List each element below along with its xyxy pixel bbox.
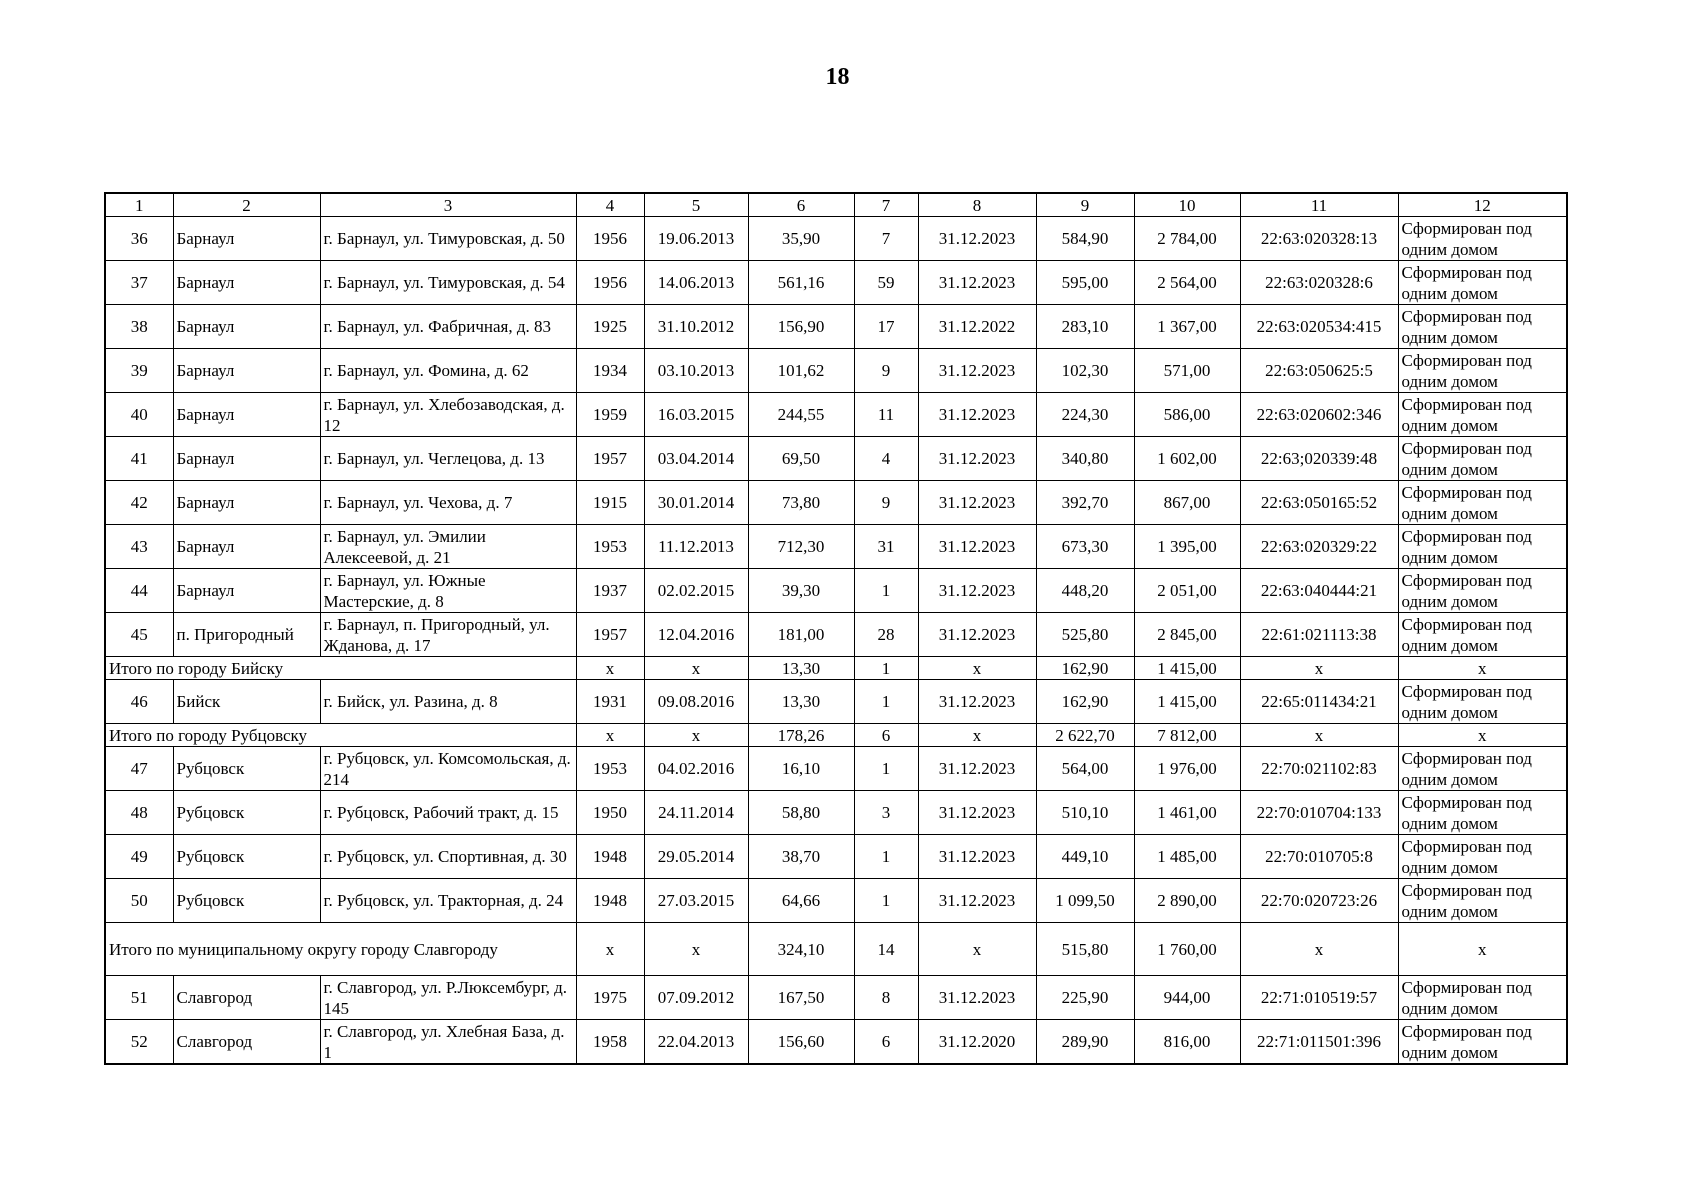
date-cell: 03.10.2013 bbox=[644, 349, 748, 393]
deadline-cell: 31.12.2023 bbox=[918, 791, 1036, 835]
year-cell: 1953 bbox=[576, 525, 644, 569]
area-cell: 13,30 bbox=[748, 657, 854, 680]
value-10-cell: 2 845,00 bbox=[1134, 613, 1240, 657]
column-header: 3 bbox=[320, 193, 576, 217]
column-header: 5 bbox=[644, 193, 748, 217]
value-9-cell: 584,90 bbox=[1036, 217, 1134, 261]
deadline-cell: 31.12.2023 bbox=[918, 261, 1036, 305]
note-cell: Сформирован под одним домом bbox=[1398, 217, 1567, 261]
cadastral-number-cell: 22:63:050625:5 bbox=[1240, 349, 1398, 393]
table-row bbox=[105, 481, 1567, 525]
cadastral-number-cell: 22:63:020328:6 bbox=[1240, 261, 1398, 305]
table-row bbox=[105, 569, 1567, 613]
deadline-cell: 31.12.2023 bbox=[918, 217, 1036, 261]
value-9-cell: 102,30 bbox=[1036, 349, 1134, 393]
residents-cell: 4 bbox=[854, 437, 918, 481]
cadastral-number-cell: 22:63:040444:21 bbox=[1240, 569, 1398, 613]
cadastral-number-cell: 22:71:010519:57 bbox=[1240, 976, 1398, 1020]
value-9-cell: 289,90 bbox=[1036, 1020, 1134, 1065]
value-9-cell: 595,00 bbox=[1036, 261, 1134, 305]
value-10-cell: 1 976,00 bbox=[1134, 747, 1240, 791]
note-cell: х bbox=[1398, 923, 1567, 976]
value-9-cell: 283,10 bbox=[1036, 305, 1134, 349]
cadastral-number-cell: 22:63:020328:13 bbox=[1240, 217, 1398, 261]
address-cell: г. Барнаул, ул. Тимуровская, д. 50 bbox=[320, 217, 576, 261]
deadline-cell: 31.12.2022 bbox=[918, 305, 1036, 349]
deadline-cell: 31.12.2023 bbox=[918, 835, 1036, 879]
date-cell: 31.10.2012 bbox=[644, 305, 748, 349]
year-cell: 1948 bbox=[576, 879, 644, 923]
date-cell: 29.05.2014 bbox=[644, 835, 748, 879]
registry-table bbox=[104, 192, 1568, 1065]
address-cell: г. Барнаул, ул. Эмилии Алексеевой, д. 21 bbox=[320, 525, 576, 569]
deadline-cell: 31.12.2023 bbox=[918, 525, 1036, 569]
area-cell: 35,90 bbox=[748, 217, 854, 261]
table-row bbox=[105, 393, 1567, 437]
table-row bbox=[105, 261, 1567, 305]
settlement-cell: Барнаул bbox=[173, 305, 320, 349]
year-cell: 1937 bbox=[576, 569, 644, 613]
value-9-cell: 1 099,50 bbox=[1036, 879, 1134, 923]
address-cell: г. Рубцовск, Рабочий тракт, д. 15 bbox=[320, 791, 576, 835]
cadastral-number-cell: 22:63:020602:346 bbox=[1240, 393, 1398, 437]
value-10-cell: 1 485,00 bbox=[1134, 835, 1240, 879]
row-number: 43 bbox=[105, 525, 173, 569]
address-cell: г. Барнаул, ул. Хлебозаводская, д. 12 bbox=[320, 393, 576, 437]
value-10-cell: 1 415,00 bbox=[1134, 657, 1240, 680]
settlement-cell: Рубцовск bbox=[173, 791, 320, 835]
row-number: 51 bbox=[105, 976, 173, 1020]
cadastral-number-cell: 22:70:020723:26 bbox=[1240, 879, 1398, 923]
table-row bbox=[105, 1020, 1567, 1065]
area-cell: 58,80 bbox=[748, 791, 854, 835]
area-cell: 101,62 bbox=[748, 349, 854, 393]
note-cell: Сформирован под одним домом bbox=[1398, 569, 1567, 613]
residents-cell: 59 bbox=[854, 261, 918, 305]
subtotal-row bbox=[105, 724, 1567, 747]
value-10-cell: 1 395,00 bbox=[1134, 525, 1240, 569]
value-10-cell: 867,00 bbox=[1134, 481, 1240, 525]
year-cell: 1957 bbox=[576, 437, 644, 481]
area-cell: 156,90 bbox=[748, 305, 854, 349]
row-number: 44 bbox=[105, 569, 173, 613]
residents-cell: 17 bbox=[854, 305, 918, 349]
date-cell: х bbox=[644, 657, 748, 680]
note-cell: Сформирован под одним домом bbox=[1398, 437, 1567, 481]
table-row bbox=[105, 879, 1567, 923]
value-9-cell: 525,80 bbox=[1036, 613, 1134, 657]
note-cell: х bbox=[1398, 657, 1567, 680]
value-9-cell: 673,30 bbox=[1036, 525, 1134, 569]
note-cell: Сформирован под одним домом bbox=[1398, 835, 1567, 879]
note-cell: Сформирован под одним домом bbox=[1398, 747, 1567, 791]
year-cell: 1956 bbox=[576, 261, 644, 305]
deadline-cell: 31.12.2023 bbox=[918, 349, 1036, 393]
year-cell: х bbox=[576, 923, 644, 976]
address-cell: г. Славгород, ул. Р.Люксембург, д. 145 bbox=[320, 976, 576, 1020]
year-cell: 1950 bbox=[576, 791, 644, 835]
table-row bbox=[105, 680, 1567, 724]
table-row bbox=[105, 835, 1567, 879]
settlement-cell: Рубцовск bbox=[173, 835, 320, 879]
row-number: 38 bbox=[105, 305, 173, 349]
date-cell: 11.12.2013 bbox=[644, 525, 748, 569]
table-row bbox=[105, 791, 1567, 835]
row-number: 48 bbox=[105, 791, 173, 835]
settlement-cell: Барнаул bbox=[173, 261, 320, 305]
note-cell: Сформирован под одним домом bbox=[1398, 613, 1567, 657]
row-number: 45 bbox=[105, 613, 173, 657]
year-cell: 1956 bbox=[576, 217, 644, 261]
value-10-cell: 1 760,00 bbox=[1134, 923, 1240, 976]
cadastral-number-cell: 22:70:010705:8 bbox=[1240, 835, 1398, 879]
column-header: 8 bbox=[918, 193, 1036, 217]
row-number: 36 bbox=[105, 217, 173, 261]
residents-cell: 9 bbox=[854, 481, 918, 525]
date-cell: 03.04.2014 bbox=[644, 437, 748, 481]
year-cell: 1958 bbox=[576, 1020, 644, 1065]
address-cell: г. Славгород, ул. Хлебная База, д. 1 bbox=[320, 1020, 576, 1065]
deadline-cell: 31.12.2023 bbox=[918, 879, 1036, 923]
area-cell: 156,60 bbox=[748, 1020, 854, 1065]
deadline-cell: 31.12.2023 bbox=[918, 569, 1036, 613]
note-cell: Сформирован под одним домом bbox=[1398, 261, 1567, 305]
area-cell: 38,70 bbox=[748, 835, 854, 879]
settlement-cell: Барнаул bbox=[173, 217, 320, 261]
residents-cell: 9 bbox=[854, 349, 918, 393]
residents-cell: 14 bbox=[854, 923, 918, 976]
address-cell: г. Рубцовск, ул. Тракторная, д. 24 bbox=[320, 879, 576, 923]
value-10-cell: 1 461,00 bbox=[1134, 791, 1240, 835]
note-cell: Сформирован под одним домом bbox=[1398, 393, 1567, 437]
value-10-cell: 2 890,00 bbox=[1134, 879, 1240, 923]
note-cell: Сформирован под одним домом bbox=[1398, 305, 1567, 349]
deadline-cell: 31.12.2020 bbox=[918, 1020, 1036, 1065]
residents-cell: 31 bbox=[854, 525, 918, 569]
row-number: 41 bbox=[105, 437, 173, 481]
note-cell: х bbox=[1398, 724, 1567, 747]
date-cell: 16.03.2015 bbox=[644, 393, 748, 437]
area-cell: 13,30 bbox=[748, 680, 854, 724]
settlement-cell: Барнаул bbox=[173, 481, 320, 525]
deadline-cell: 31.12.2023 bbox=[918, 680, 1036, 724]
deadline-cell: х bbox=[918, 724, 1036, 747]
column-header: 7 bbox=[854, 193, 918, 217]
area-cell: 69,50 bbox=[748, 437, 854, 481]
address-cell: г. Барнаул, ул. Фомина, д. 62 bbox=[320, 349, 576, 393]
table-row bbox=[105, 747, 1567, 791]
deadline-cell: 31.12.2023 bbox=[918, 393, 1036, 437]
subtotal-row bbox=[105, 923, 1567, 976]
date-cell: 12.04.2016 bbox=[644, 613, 748, 657]
deadline-cell: х bbox=[918, 923, 1036, 976]
column-header: 2 bbox=[173, 193, 320, 217]
note-cell: Сформирован под одним домом bbox=[1398, 791, 1567, 835]
value-10-cell: 571,00 bbox=[1134, 349, 1240, 393]
table-row bbox=[105, 437, 1567, 481]
deadline-cell: 31.12.2023 bbox=[918, 613, 1036, 657]
residents-cell: 1 bbox=[854, 747, 918, 791]
table-row bbox=[105, 349, 1567, 393]
note-cell: Сформирован под одним домом bbox=[1398, 481, 1567, 525]
column-header: 10 bbox=[1134, 193, 1240, 217]
cadastral-number-cell: 22:63:020534:415 bbox=[1240, 305, 1398, 349]
settlement-cell: Рубцовск bbox=[173, 747, 320, 791]
residents-cell: 7 bbox=[854, 217, 918, 261]
date-cell: 30.01.2014 bbox=[644, 481, 748, 525]
deadline-cell: х bbox=[918, 657, 1036, 680]
settlement-cell: Славгород bbox=[173, 1020, 320, 1065]
date-cell: 27.03.2015 bbox=[644, 879, 748, 923]
value-10-cell: 2 564,00 bbox=[1134, 261, 1240, 305]
row-number: 49 bbox=[105, 835, 173, 879]
year-cell: 1934 bbox=[576, 349, 644, 393]
date-cell: х bbox=[644, 724, 748, 747]
address-cell: г. Рубцовск, ул. Комсомольская, д. 214 bbox=[320, 747, 576, 791]
date-cell: 07.09.2012 bbox=[644, 976, 748, 1020]
column-header: 11 bbox=[1240, 193, 1398, 217]
value-9-cell: 510,10 bbox=[1036, 791, 1134, 835]
address-cell: г. Барнаул, ул. Южные Мастерские, д. 8 bbox=[320, 569, 576, 613]
row-number: 47 bbox=[105, 747, 173, 791]
cadastral-number-cell: х bbox=[1240, 657, 1398, 680]
column-header: 6 bbox=[748, 193, 854, 217]
residents-cell: 28 bbox=[854, 613, 918, 657]
year-cell: 1948 bbox=[576, 835, 644, 879]
deadline-cell: 31.12.2023 bbox=[918, 747, 1036, 791]
settlement-cell: п. Пригородный bbox=[173, 613, 320, 657]
cadastral-number-cell: х bbox=[1240, 923, 1398, 976]
address-cell: г. Бийск, ул. Разина, д. 8 bbox=[320, 680, 576, 724]
settlement-cell: Рубцовск bbox=[173, 879, 320, 923]
date-cell: 22.04.2013 bbox=[644, 1020, 748, 1065]
address-cell: г. Барнаул, ул. Фабричная, д. 83 bbox=[320, 305, 576, 349]
column-header-row bbox=[105, 193, 1567, 217]
cadastral-number-cell: 22:65:011434:21 bbox=[1240, 680, 1398, 724]
residents-cell: 6 bbox=[854, 1020, 918, 1065]
note-cell: Сформирован под одним домом bbox=[1398, 525, 1567, 569]
cadastral-number-cell: 22:63:020329:22 bbox=[1240, 525, 1398, 569]
residents-cell: 6 bbox=[854, 724, 918, 747]
residents-cell: 1 bbox=[854, 835, 918, 879]
row-number: 42 bbox=[105, 481, 173, 525]
table-row bbox=[105, 525, 1567, 569]
settlement-cell: Барнаул bbox=[173, 569, 320, 613]
year-cell: 1953 bbox=[576, 747, 644, 791]
area-cell: 561,16 bbox=[748, 261, 854, 305]
date-cell: 09.08.2016 bbox=[644, 680, 748, 724]
cadastral-number-cell: 22:70:010704:133 bbox=[1240, 791, 1398, 835]
row-number: 52 bbox=[105, 1020, 173, 1065]
year-cell: 1915 bbox=[576, 481, 644, 525]
note-cell: Сформирован под одним домом bbox=[1398, 976, 1567, 1020]
value-10-cell: 2 784,00 bbox=[1134, 217, 1240, 261]
address-cell: г. Рубцовск, ул. Спортивная, д. 30 bbox=[320, 835, 576, 879]
value-10-cell: 2 051,00 bbox=[1134, 569, 1240, 613]
settlement-cell: Барнаул bbox=[173, 525, 320, 569]
residents-cell: 3 bbox=[854, 791, 918, 835]
value-9-cell: 224,30 bbox=[1036, 393, 1134, 437]
address-cell: г. Барнаул, ул. Чехова, д. 7 bbox=[320, 481, 576, 525]
area-cell: 712,30 bbox=[748, 525, 854, 569]
cadastral-number-cell: 22:70:021102:83 bbox=[1240, 747, 1398, 791]
deadline-cell: 31.12.2023 bbox=[918, 481, 1036, 525]
value-9-cell: 2 622,70 bbox=[1036, 724, 1134, 747]
cadastral-number-cell: 22:71:011501:396 bbox=[1240, 1020, 1398, 1065]
value-9-cell: 392,70 bbox=[1036, 481, 1134, 525]
date-cell: 19.06.2013 bbox=[644, 217, 748, 261]
date-cell: 02.02.2015 bbox=[644, 569, 748, 613]
cadastral-number-cell: 22:63;020339:48 bbox=[1240, 437, 1398, 481]
row-number: 46 bbox=[105, 680, 173, 724]
address-cell: г. Барнаул, ул. Тимуровская, д. 54 bbox=[320, 261, 576, 305]
cadastral-number-cell: х bbox=[1240, 724, 1398, 747]
value-9-cell: 515,80 bbox=[1036, 923, 1134, 976]
date-cell: 14.06.2013 bbox=[644, 261, 748, 305]
cadastral-number-cell: 22:63:050165:52 bbox=[1240, 481, 1398, 525]
settlement-cell: Барнаул bbox=[173, 349, 320, 393]
note-cell: Сформирован под одним домом bbox=[1398, 680, 1567, 724]
row-number: 40 bbox=[105, 393, 173, 437]
date-cell: 24.11.2014 bbox=[644, 791, 748, 835]
table-row bbox=[105, 217, 1567, 261]
area-cell: 73,80 bbox=[748, 481, 854, 525]
page-number: 18 bbox=[825, 64, 850, 90]
table-row bbox=[105, 613, 1567, 657]
area-cell: 244,55 bbox=[748, 393, 854, 437]
residents-cell: 1 bbox=[854, 879, 918, 923]
settlement-cell: Барнаул bbox=[173, 393, 320, 437]
column-header: 4 bbox=[576, 193, 644, 217]
value-10-cell: 944,00 bbox=[1134, 976, 1240, 1020]
residents-cell: 11 bbox=[854, 393, 918, 437]
deadline-cell: 31.12.2023 bbox=[918, 976, 1036, 1020]
year-cell: х bbox=[576, 657, 644, 680]
row-number: 39 bbox=[105, 349, 173, 393]
value-10-cell: 1 602,00 bbox=[1134, 437, 1240, 481]
area-cell: 16,10 bbox=[748, 747, 854, 791]
column-header: 9 bbox=[1036, 193, 1134, 217]
value-10-cell: 586,00 bbox=[1134, 393, 1240, 437]
cadastral-number-cell: 22:61:021113:38 bbox=[1240, 613, 1398, 657]
residents-cell: 1 bbox=[854, 657, 918, 680]
value-9-cell: 162,90 bbox=[1036, 680, 1134, 724]
subtotal-label: Итого по городу Рубцовску bbox=[105, 724, 576, 747]
area-cell: 181,00 bbox=[748, 613, 854, 657]
value-9-cell: 448,20 bbox=[1036, 569, 1134, 613]
year-cell: 1975 bbox=[576, 976, 644, 1020]
settlement-cell: Бийск bbox=[173, 680, 320, 724]
subtotal-row bbox=[105, 657, 1567, 680]
deadline-cell: 31.12.2023 bbox=[918, 437, 1036, 481]
value-10-cell: 7 812,00 bbox=[1134, 724, 1240, 747]
residents-cell: 8 bbox=[854, 976, 918, 1020]
year-cell: 1931 bbox=[576, 680, 644, 724]
table-row bbox=[105, 305, 1567, 349]
address-cell: г. Барнаул, п. Пригородный, ул. Жданова, д. 17 bbox=[320, 613, 576, 657]
area-cell: 324,10 bbox=[748, 923, 854, 976]
year-cell: 1925 bbox=[576, 305, 644, 349]
value-9-cell: 564,00 bbox=[1036, 747, 1134, 791]
subtotal-label: Итого по муниципальному округу городу Славгороду bbox=[105, 923, 576, 976]
note-cell: Сформирован под одним домом bbox=[1398, 1020, 1567, 1065]
value-10-cell: 1 415,00 bbox=[1134, 680, 1240, 724]
row-number: 37 bbox=[105, 261, 173, 305]
year-cell: 1957 bbox=[576, 613, 644, 657]
year-cell: 1959 bbox=[576, 393, 644, 437]
date-cell: х bbox=[644, 923, 748, 976]
column-header: 12 bbox=[1398, 193, 1567, 217]
area-cell: 39,30 bbox=[748, 569, 854, 613]
value-10-cell: 1 367,00 bbox=[1134, 305, 1240, 349]
address-cell: г. Барнаул, ул. Чеглецова, д. 13 bbox=[320, 437, 576, 481]
residents-cell: 1 bbox=[854, 680, 918, 724]
area-cell: 64,66 bbox=[748, 879, 854, 923]
column-header: 1 bbox=[105, 193, 173, 217]
area-cell: 178,26 bbox=[748, 724, 854, 747]
value-9-cell: 449,10 bbox=[1036, 835, 1134, 879]
residents-cell: 1 bbox=[854, 569, 918, 613]
settlement-cell: Славгород bbox=[173, 976, 320, 1020]
settlement-cell: Барнаул bbox=[173, 437, 320, 481]
table-body bbox=[105, 193, 1567, 1064]
row-number: 50 bbox=[105, 879, 173, 923]
note-cell: Сформирован под одним домом bbox=[1398, 879, 1567, 923]
note-cell: Сформирован под одним домом bbox=[1398, 349, 1567, 393]
table-row bbox=[105, 976, 1567, 1020]
year-cell: х bbox=[576, 724, 644, 747]
value-9-cell: 340,80 bbox=[1036, 437, 1134, 481]
area-cell: 167,50 bbox=[748, 976, 854, 1020]
date-cell: 04.02.2016 bbox=[644, 747, 748, 791]
subtotal-label: Итого по городу Бийску bbox=[105, 657, 576, 680]
value-9-cell: 225,90 bbox=[1036, 976, 1134, 1020]
value-9-cell: 162,90 bbox=[1036, 657, 1134, 680]
value-10-cell: 816,00 bbox=[1134, 1020, 1240, 1065]
